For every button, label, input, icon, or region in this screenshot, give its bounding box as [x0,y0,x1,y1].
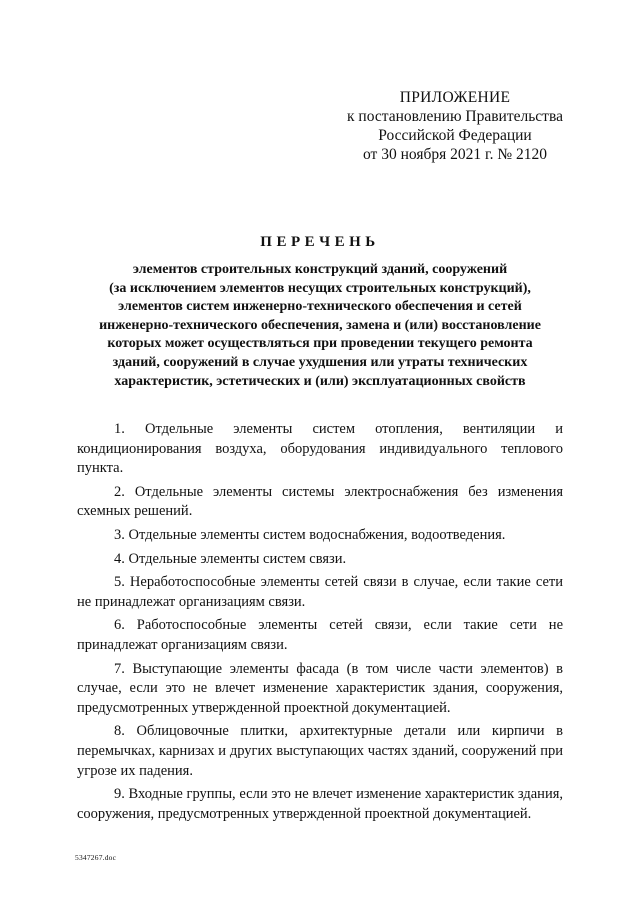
list-item-8: 8. Облицовочные плитки, архитектурные детали или кирпичи в перемычках, карнизах и других выступающих частях зданий, сооружений при угрозе их падения. [77,723,563,779]
document-heading: ПЕРЕЧЕНЬ [260,234,380,250]
list-item-9: 9. Входные группы, если это не влечет изменение характеристик здания, сооружения, предусмотренных утвержденной проектной документацией. [77,786,563,822]
list-item-5: 5. Неработоспособные элементы сетей связи в случае, если такие сети не принадлежат организациям связи. [77,574,563,610]
list-item-7: 7. Выступающие элементы фасада (в том числе части элементов) в случае, если это не влечет изменение характеристик здания, сооружения, предусмотренных утвержденной проектной документацией. [77,660,563,716]
subtitle-line: (за исключением элементов несущих строительных конструкций), [109,280,531,296]
subtitle-line: элементов строительных конструкций зданий, сооружений [132,262,508,277]
subtitle-line: характеристик, эстетических и (или) эксплуатационных свойств [114,373,526,389]
annex-line-country: Российской Федерации [378,127,532,144]
subtitle-line: которых может осуществляться при проведении текущего ремонта [107,336,533,352]
list-item-6: 6. Работоспособные элементы сетей связи, если такие сети не принадлежат организациям связи. [77,617,563,653]
subtitle-line: элементов систем инженерно-технического обеспечения и сетей [118,299,522,315]
list-item-1: 1. Отдельные элементы систем отопления, вентиляции и кондиционирования воздуха, оборудования индивидуального теплового пункта. [77,421,563,477]
document-subtitle [70,261,570,391]
subtitle-line: инженерно-технического обеспечения, замена и (или) восстановление [99,317,541,333]
list-item-3: 3. Отдельные элементы систем водоснабжения, водоотведения. [114,526,506,543]
annex-title: ПРИЛОЖЕНИЕ [399,89,511,106]
list-item-2: 2. Отдельные элементы системы электроснабжения без изменения схемных решений. [77,483,563,520]
footer-document-code: 5347267.doc [75,853,117,862]
annex-line-date-number: от 30 ноября 2021 г. № 2120 [363,146,547,163]
annex-line-decree: к постановлению Правительства [347,108,563,125]
subtitle-line: зданий, сооружений в случае ухудшения или утраты технических [112,354,528,370]
list-item-4: 4. Отдельные элементы систем связи. [114,550,347,567]
items-list [77,420,563,828]
annex-block [335,88,575,164]
